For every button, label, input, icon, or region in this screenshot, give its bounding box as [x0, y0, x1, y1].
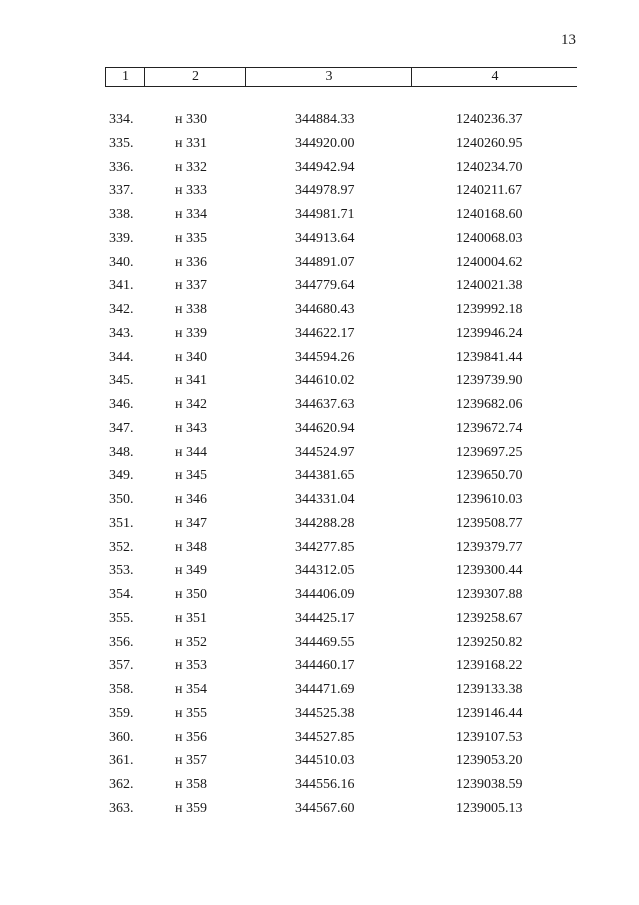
table-row — [0, 490, 639, 514]
row-number: 341. — [109, 278, 134, 294]
point-id: н 353 — [175, 658, 207, 674]
point-id: н 345 — [175, 468, 207, 484]
point-id: н 339 — [175, 325, 207, 341]
table-row — [0, 324, 639, 348]
row-number: 353. — [109, 563, 134, 579]
x-coordinate: 344331.04 — [295, 492, 355, 507]
y-coordinate: 1239133.38 — [456, 682, 523, 697]
point-id: н 341 — [175, 373, 207, 389]
table-row — [0, 276, 639, 300]
row-number: 352. — [109, 539, 134, 555]
table-header — [105, 67, 577, 87]
row-number: 343. — [109, 325, 134, 341]
x-coordinate: 344610.02 — [295, 373, 355, 389]
table-row — [0, 799, 639, 823]
x-coordinate: 344594.26 — [295, 349, 355, 365]
y-coordinate: 1239379.77 — [456, 539, 523, 555]
x-coordinate: 344277.85 — [295, 539, 355, 555]
row-number: 363. — [109, 800, 134, 816]
row-number: 349. — [109, 468, 134, 484]
page-number: 13 — [561, 32, 576, 48]
table-row — [0, 443, 639, 467]
x-coordinate: 344312.05 — [295, 563, 355, 579]
point-id: н 357 — [175, 753, 207, 769]
point-id: н 356 — [175, 729, 207, 745]
point-id: н 338 — [175, 302, 207, 317]
y-coordinate: 1239610.03 — [456, 492, 523, 507]
point-id: н 331 — [175, 135, 207, 151]
row-number: 339. — [109, 230, 134, 246]
point-id: н 344 — [175, 444, 207, 460]
row-number: 362. — [109, 777, 134, 792]
column-header-2: 2 — [144, 68, 246, 86]
table-row — [0, 561, 639, 585]
row-number: 358. — [109, 682, 134, 697]
x-coordinate: 344884.33 — [295, 112, 355, 127]
point-id: н 347 — [175, 515, 207, 531]
x-coordinate: 344524.97 — [295, 444, 355, 460]
row-number: 351. — [109, 515, 134, 531]
point-id: н 334 — [175, 207, 207, 222]
y-coordinate: 1239005.13 — [456, 800, 523, 816]
row-number: 360. — [109, 729, 134, 745]
row-number: 337. — [109, 183, 134, 199]
row-number: 356. — [109, 634, 134, 650]
table-row — [0, 680, 639, 704]
column-header-3: 3 — [245, 68, 412, 86]
y-coordinate: 1240234.70 — [456, 159, 523, 175]
y-coordinate: 1239508.77 — [456, 515, 523, 531]
point-id: н 342 — [175, 397, 207, 412]
table-row — [0, 300, 639, 324]
table-row — [0, 704, 639, 728]
x-coordinate: 344460.17 — [295, 658, 355, 674]
row-number: 348. — [109, 444, 134, 460]
y-coordinate: 1239258.67 — [456, 610, 523, 626]
point-id: н 335 — [175, 230, 207, 246]
x-coordinate: 344471.69 — [295, 682, 355, 697]
x-coordinate: 344891.07 — [295, 254, 355, 270]
column-header-4: 4 — [411, 68, 578, 86]
y-coordinate: 1239038.59 — [456, 777, 523, 792]
x-coordinate: 344556.16 — [295, 777, 355, 792]
point-id: н 349 — [175, 563, 207, 579]
x-coordinate: 344920.00 — [295, 135, 355, 151]
row-number: 336. — [109, 159, 134, 175]
x-coordinate: 344620.94 — [295, 420, 355, 436]
y-coordinate: 1239682.06 — [456, 397, 523, 412]
y-coordinate: 1240236.37 — [456, 112, 523, 127]
point-id: н 336 — [175, 254, 207, 270]
table-row — [0, 728, 639, 752]
table-row — [0, 348, 639, 372]
x-coordinate: 344510.03 — [295, 753, 355, 769]
x-coordinate: 344622.17 — [295, 325, 355, 341]
x-coordinate: 344567.60 — [295, 800, 355, 816]
table-row — [0, 585, 639, 609]
point-id: н 340 — [175, 349, 207, 365]
y-coordinate: 1239672.74 — [456, 420, 523, 436]
point-id: н 355 — [175, 705, 207, 721]
point-id: н 352 — [175, 634, 207, 650]
row-number: 361. — [109, 753, 134, 769]
table-row — [0, 158, 639, 182]
y-coordinate: 1239992.18 — [456, 302, 523, 317]
y-coordinate: 1239250.82 — [456, 634, 523, 650]
y-coordinate: 1240211.67 — [456, 183, 522, 199]
table-row — [0, 253, 639, 277]
x-coordinate: 344288.28 — [295, 515, 355, 531]
y-coordinate: 1239841.44 — [456, 349, 523, 365]
table-row — [0, 656, 639, 680]
x-coordinate: 344525.38 — [295, 705, 355, 721]
x-coordinate: 344981.71 — [295, 207, 355, 222]
row-number: 346. — [109, 397, 134, 412]
point-id: н 351 — [175, 610, 207, 626]
row-number: 355. — [109, 610, 134, 626]
point-id: н 337 — [175, 278, 207, 294]
y-coordinate: 1240004.62 — [456, 254, 523, 270]
x-coordinate: 344381.65 — [295, 468, 355, 484]
x-coordinate: 344779.64 — [295, 278, 355, 294]
x-coordinate: 344680.43 — [295, 302, 355, 317]
table-row — [0, 633, 639, 657]
y-coordinate: 1239697.25 — [456, 444, 523, 460]
point-id: н 346 — [175, 492, 207, 507]
x-coordinate: 344978.97 — [295, 183, 355, 199]
point-id: н 348 — [175, 539, 207, 555]
y-coordinate: 1239946.24 — [456, 325, 523, 341]
row-number: 344. — [109, 349, 134, 365]
point-id: н 332 — [175, 159, 207, 175]
y-coordinate: 1240021.38 — [456, 278, 523, 294]
y-coordinate: 1240260.95 — [456, 135, 523, 151]
x-coordinate: 344637.63 — [295, 397, 355, 412]
y-coordinate: 1239053.20 — [456, 753, 523, 769]
y-coordinate: 1239168.22 — [456, 658, 523, 674]
y-coordinate: 1240168.60 — [456, 207, 523, 222]
y-coordinate: 1240068.03 — [456, 230, 523, 246]
row-number: 359. — [109, 705, 134, 721]
table-row — [0, 229, 639, 253]
x-coordinate: 344913.64 — [295, 230, 355, 246]
table-row — [0, 609, 639, 633]
x-coordinate: 344469.55 — [295, 634, 355, 650]
row-number: 340. — [109, 254, 134, 270]
row-number: 357. — [109, 658, 134, 674]
row-number: 334. — [109, 112, 134, 127]
x-coordinate: 344406.09 — [295, 587, 355, 602]
point-id: н 358 — [175, 777, 207, 792]
point-id: н 359 — [175, 800, 207, 816]
x-coordinate: 344425.17 — [295, 610, 355, 626]
table-row — [0, 538, 639, 562]
row-number: 347. — [109, 420, 134, 436]
table-row — [0, 134, 639, 158]
row-number: 345. — [109, 373, 134, 389]
table-row — [0, 371, 639, 395]
row-number: 338. — [109, 207, 134, 222]
point-id: н 343 — [175, 420, 207, 436]
y-coordinate: 1239650.70 — [456, 468, 523, 484]
coordinate-table-body — [0, 110, 639, 823]
table-row — [0, 775, 639, 799]
table-row — [0, 181, 639, 205]
table-row — [0, 751, 639, 775]
point-id: н 333 — [175, 183, 207, 199]
table-row — [0, 419, 639, 443]
point-id: н 354 — [175, 682, 207, 697]
table-row — [0, 466, 639, 490]
point-id: н 350 — [175, 587, 207, 602]
y-coordinate: 1239739.90 — [456, 373, 523, 389]
table-row — [0, 395, 639, 419]
x-coordinate: 344527.85 — [295, 729, 355, 745]
table-row — [0, 205, 639, 229]
point-id: н 330 — [175, 112, 207, 127]
y-coordinate: 1239300.44 — [456, 563, 523, 579]
row-number: 335. — [109, 135, 134, 151]
table-row — [0, 514, 639, 538]
x-coordinate: 344942.94 — [295, 159, 355, 175]
y-coordinate: 1239146.44 — [456, 705, 523, 721]
column-header-1: 1 — [105, 68, 145, 86]
row-number: 354. — [109, 587, 134, 602]
row-number: 342. — [109, 302, 134, 317]
y-coordinate: 1239107.53 — [456, 729, 523, 745]
table-row — [0, 110, 639, 134]
y-coordinate: 1239307.88 — [456, 587, 523, 602]
row-number: 350. — [109, 492, 134, 507]
